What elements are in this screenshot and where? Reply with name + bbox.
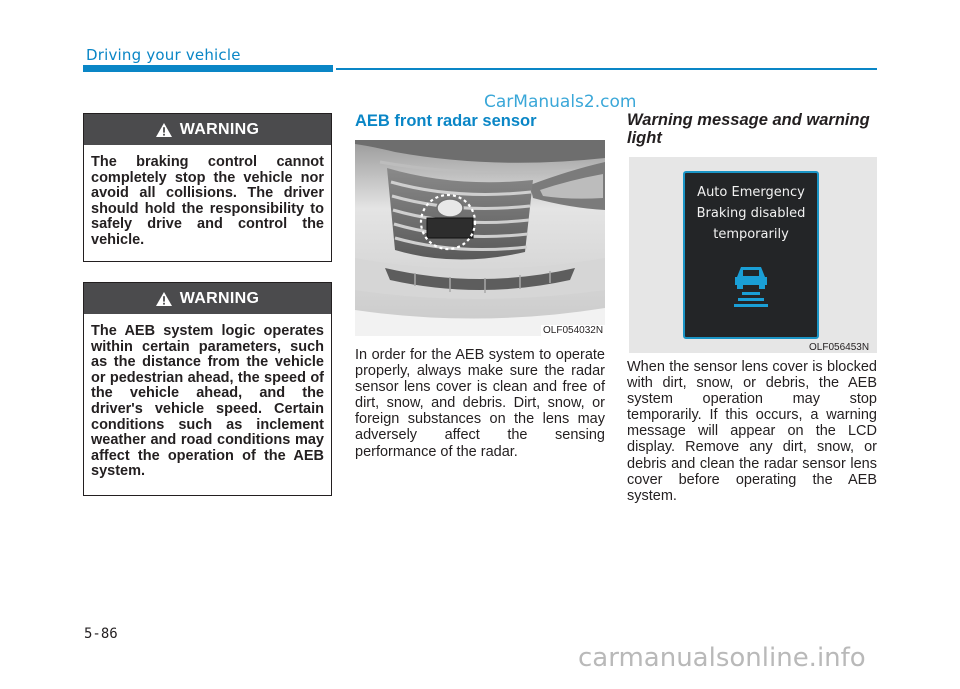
aeb-warning-car-icon [733,265,769,307]
warning-box-1 [83,113,332,262]
lcd-reference-code: OLF056453N [809,342,870,353]
lcd-message-line: Braking disabled [696,206,806,221]
warning-title: WARNING [179,120,260,138]
lcd-display-image [629,157,877,353]
warning-text: The AEB system logic operates within certain parameters, such as the distance from the vehicle or pedestrian ahead, the speed of the vehicle ahead, and the driver's vehicle speed. Certain conditions such as inclement weather and road conditions may affect the operation of the AEB system. [91,323,324,480]
front-radar-photo [355,140,605,336]
header-rule-thick [83,65,333,72]
radar-paragraph: In order for the AEB system to operate properly, always make sure the radar sensor lens cover is clean and free of dirt, snow, and debris. Dirt, snow, or foreign substances on the lens may adversely affect the sensing performance of the radar. [355,347,605,460]
watermark-bottom: carmanualsonline.info [578,643,866,673]
radar-section-heading: AEB front radar sensor [355,112,537,130]
warning-triangle-icon [156,123,172,137]
car-front-grille-illustration [355,140,605,336]
lcd-message-line: Auto Emergency [697,185,805,200]
page-number: 5-86 [84,626,118,642]
warning-header [84,114,331,145]
warning-triangle-icon [156,292,172,306]
section-title: Driving your vehicle [86,46,241,64]
watermark-top: CarManuals2.com [484,92,637,112]
warning-header [84,283,331,314]
warning-box-2 [83,282,332,496]
lcd-message-line: temporarily [713,227,789,242]
warning-message-paragraph: When the sensor lens cover is blocked with dirt, snow, or debris, the AEB system operation may stop temporarily. If this occurs, a warning message will appear on the LCD display. Remove any dirt, snow, or debris and clean the radar sensor lens cover before operating the AEB system. [627,359,877,504]
photo-reference-code: OLF054032N [543,325,604,336]
lcd-screen [683,171,819,339]
warning-title: WARNING [179,289,260,307]
warning-text: The braking control cannot completely stop the vehicle nor avoid all collisions. The driver should hold the responsibility to safely drive and control the vehicle. [91,154,324,248]
header-rule-thin [336,68,877,70]
warning-message-heading: Warning message and warning light [627,111,870,147]
